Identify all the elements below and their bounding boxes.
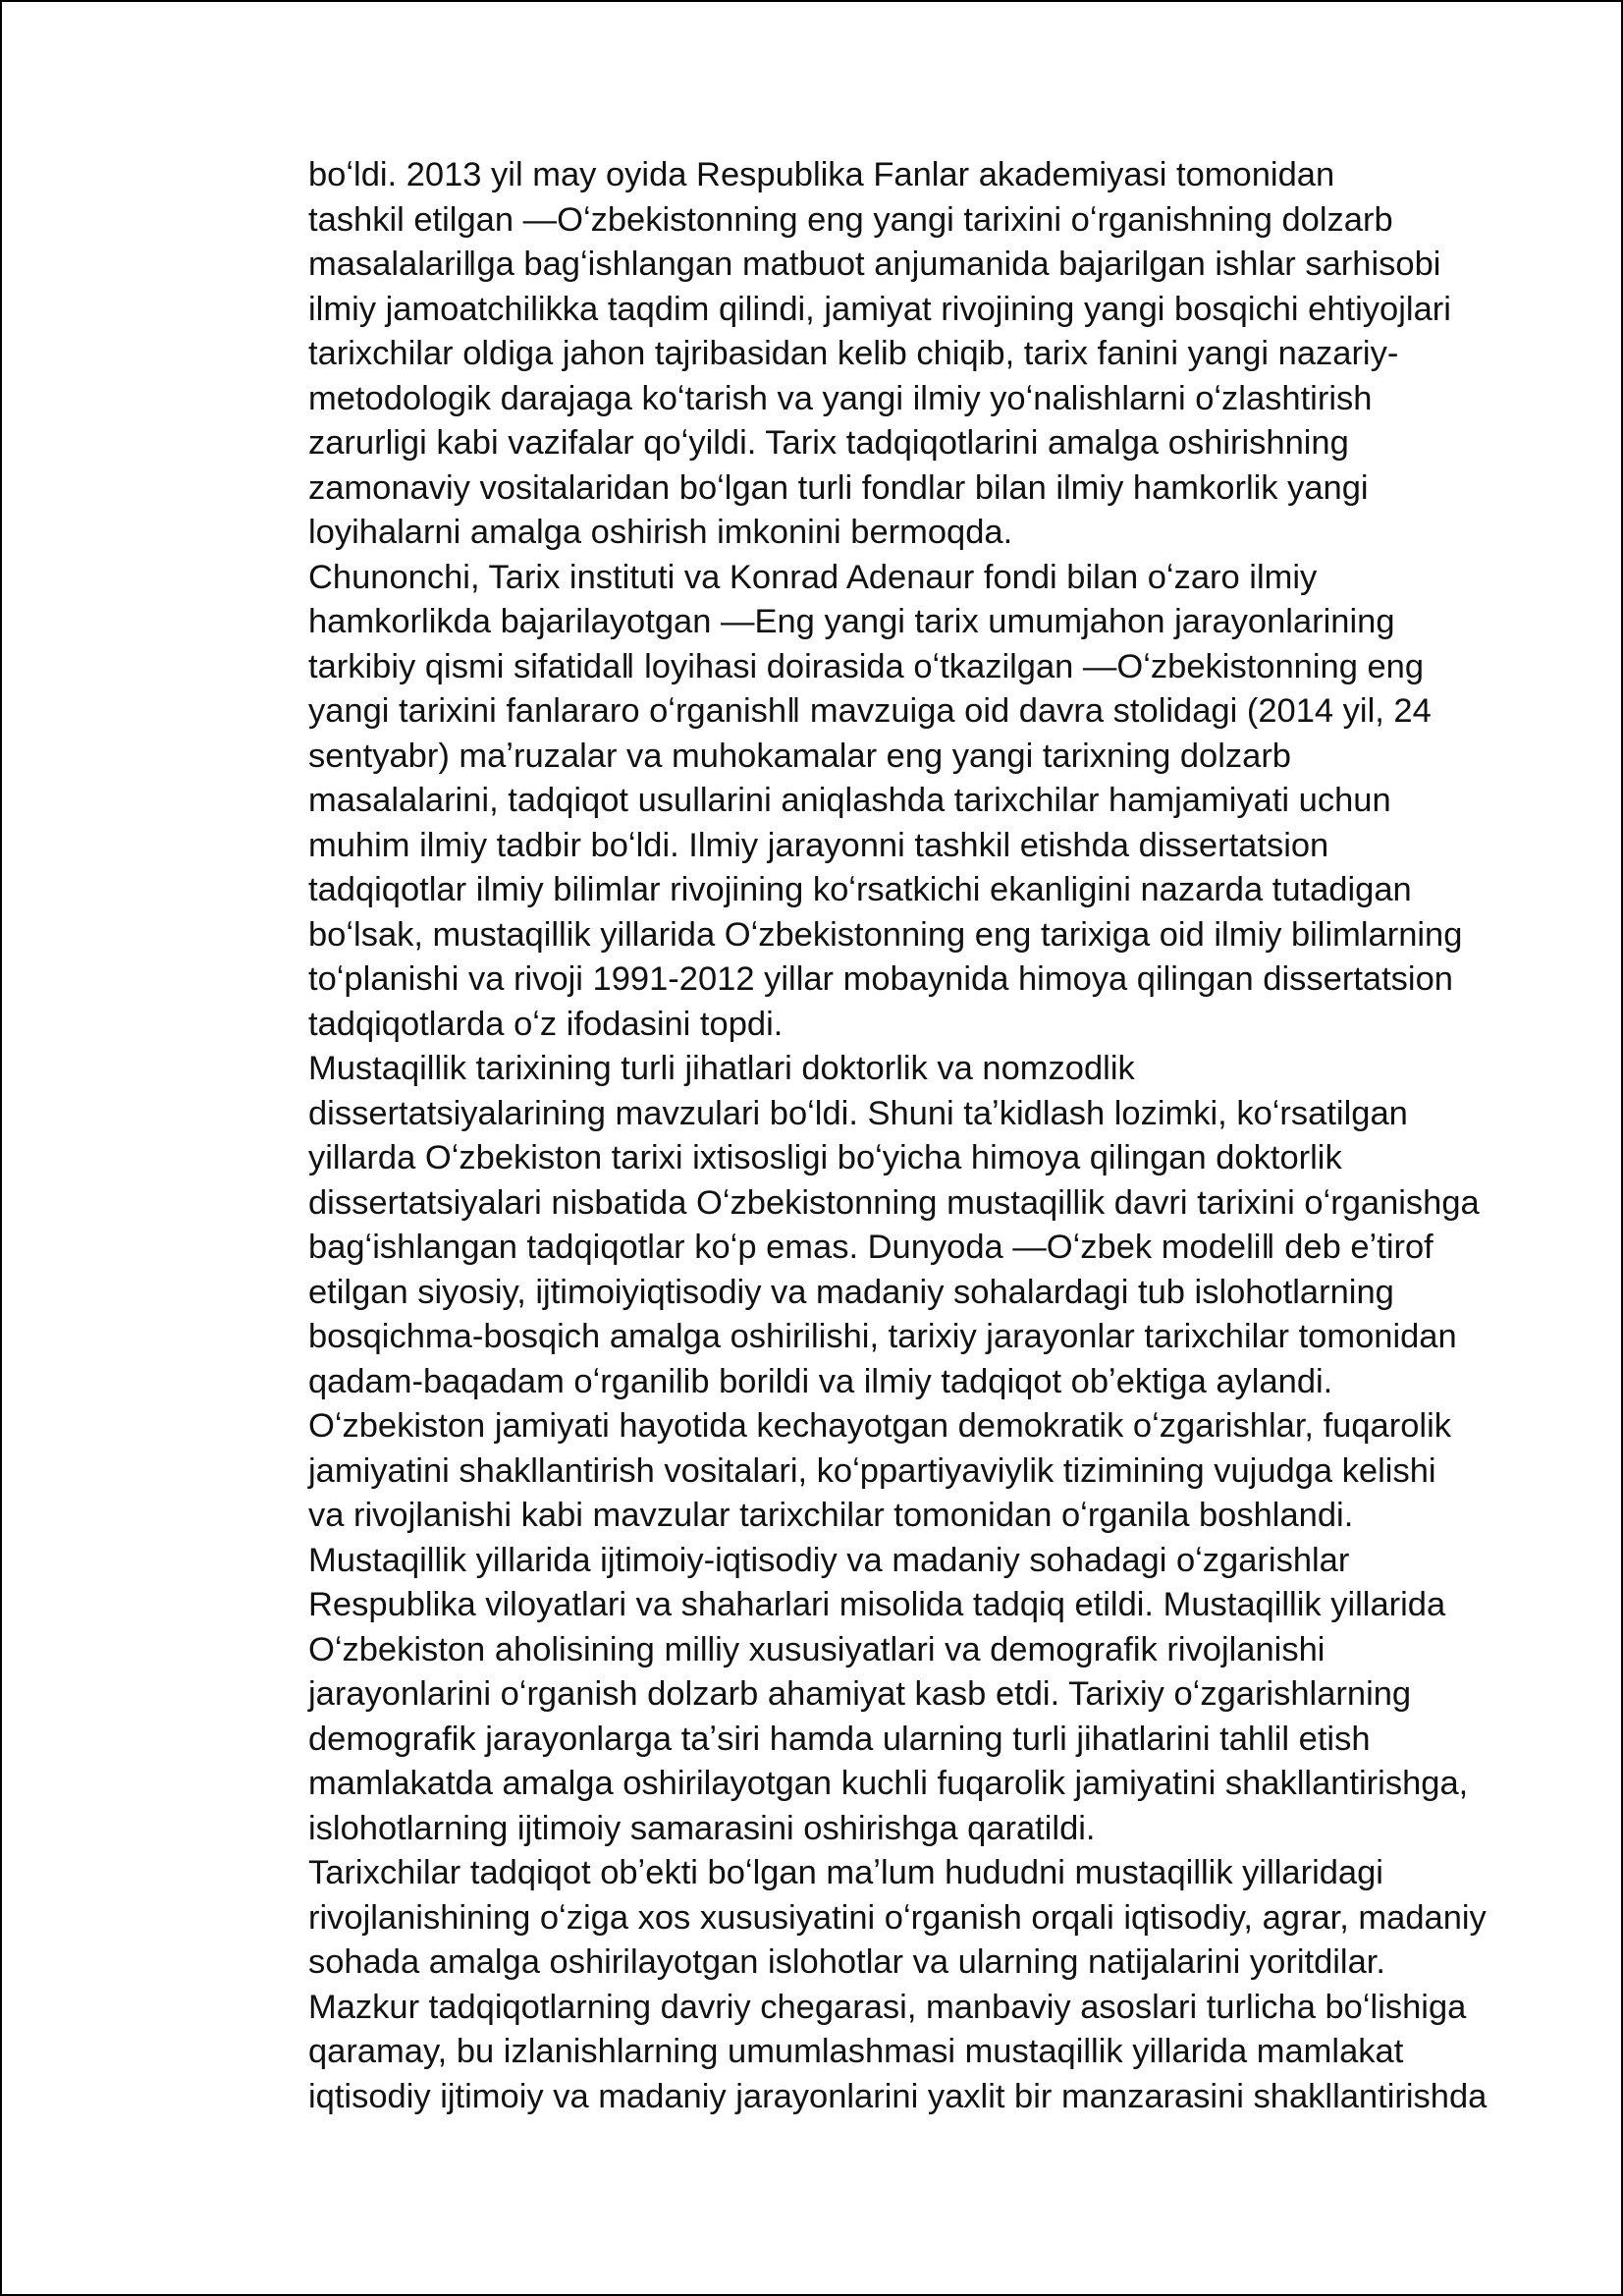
text-line: muhim ilmiy tadbir boʻldi. Ilmiy jarayonni tashkil etishda dissertatsion xyxy=(308,826,1329,864)
text-line: hamkorlikda bajarilayotgan ―Eng yangi tarix umumjahon jarayonlarining xyxy=(308,603,1395,640)
text-line: etilgan siyosiy, ijtimoiyiqtisodiy va madaniy sohalardagi tub islohotlarning xyxy=(308,1273,1394,1311)
paragraph-1 xyxy=(234,153,1510,556)
text-line: metodologik darajaga koʻtarish va yangi ilmiy yoʻnalishlarni oʻzlashtirish xyxy=(308,379,1373,417)
text-line: yangi tarixini fanlararo oʻrganish‖ mavzuiga oid davra stolidagi (2014 yil, 24 xyxy=(308,692,1432,730)
text-line: jarayonlarini oʻrganish dolzarb ahamiyat kasb etdi. Tarixiy oʻzgarishlarning xyxy=(308,1675,1412,1713)
text-line: tadqiqotlar ilmiy bilimlar rivojining koʻrsatkichi ekanligini nazarda tutadigan xyxy=(308,871,1412,908)
text-line: sentyabr) maʼruzalar va muhokamalar eng yangi tarixning dolzarb xyxy=(308,737,1291,775)
text-line: Oʻzbekiston aholisining milliy xususiyatlari va demografik rivojlanishi xyxy=(308,1630,1325,1668)
text-line: Tarixchilar tadqiqot obʼekti boʻlgan maʼlum hududni mustaqillik yillaridagi xyxy=(308,1854,1383,1891)
text-line: ilmiy jamoatchilikka taqdim qilindi, jamiyat rivojining yangi bosqichi ehtiyojlari xyxy=(308,290,1451,328)
paragraph-3 xyxy=(234,1047,1510,1851)
text-line: bosqichma-bosqich amalga oshirilishi, tarixiy jarayonlar tarixchilar tomonidan xyxy=(308,1318,1457,1355)
text-line: Oʻzbekiston jamiyati hayotida kechayotgan demokratik oʻzgarishlar, fuqarolik xyxy=(308,1407,1452,1445)
text-line: iqtisodiy ijtimoiy va madaniy jarayonlarini yaxlit bir manzarasini shakllantirishda xyxy=(308,2077,1488,2115)
text-line: dissertatsiyalarining mavzulari boʻldi. Shuni taʼkidlash lozimki, koʻrsatilgan xyxy=(308,1094,1408,1132)
text-line: Mustaqillik yillarida ijtimoiy-iqtisodiy va madaniy sohadagi oʻzgarishlar xyxy=(308,1541,1350,1579)
text-line: zarurligi kabi vazifalar qoʻyildi. Tarix tadqiqotlarini amalga oshirishning xyxy=(308,424,1349,462)
text-line: bagʻishlangan tadqiqotlar koʻp emas. Dunyoda ―Oʻzbek modeli‖ deb eʼtirof xyxy=(308,1229,1434,1266)
text-line: mamlakatda amalga oshirilayotgan kuchli fuqarolik jamiyatini shakllantirishga, xyxy=(308,1765,1469,1802)
text-line: masalalari‖ga bagʻishlangan matbuot anjumanida bajarilgan ishlar sarhisobi xyxy=(308,246,1441,283)
text-line: qadam-baqadam oʻrganilib borildi va ilmiy tadqiqot obʼektiga aylandi. xyxy=(308,1362,1333,1400)
text-line: Respublika viloyatlari va shaharlari misolida tadqiq etildi. Mustaqillik yillarida xyxy=(308,1586,1446,1623)
text-line: loyihalarni amalga oshirish imkonini bermoqda. xyxy=(308,514,1013,551)
text-line: tashkil etilgan ―Oʻzbekistonning eng yangi tarixini oʻrganishning dolzarb xyxy=(308,200,1393,239)
text-line: yillarda Oʻzbekiston tarixi ixtisosligi boʻyicha himoya qilingan doktorlik xyxy=(308,1139,1342,1176)
paragraph-4 xyxy=(234,1851,1510,2119)
text-line: boʻldi. 2013 yil may oyida Respublika Fanlar akademiyasi tomonidan xyxy=(308,156,1335,193)
paragraph-2 xyxy=(234,556,1510,1048)
text-line: rivojlanishining oʻziga xos xususiyatini oʻrganish orqali iqtisodiy, agrar, madaniy xyxy=(308,1898,1487,1937)
text-line: boʻlsak, mustaqillik yillarida Oʻzbekistonning eng tarixiga oid ilmiy bilimlarning xyxy=(308,915,1463,954)
document-body xyxy=(234,153,1510,2119)
text-line: Mustaqillik tarixining turli jihatlari doktorlik va nomzodlik xyxy=(308,1050,1135,1087)
text-line: sohada amalga oshirilayotgan islohotlar va ularning natijalarini yoritdilar. xyxy=(308,1943,1385,1981)
text-line: tarixchilar oldiga jahon tajribasidan kelib chiqib, tarix fanini yangi nazariy- xyxy=(308,335,1399,372)
text-line: tarkibiy qismi sifatida‖ loyihasi doirasida oʻtkazilgan ―Oʻzbekistonning eng xyxy=(308,647,1425,685)
text-line: qaramay, bu izlanishlarning umumlashmasi mustaqillik yillarida mamlakat xyxy=(308,2033,1404,2070)
text-line: tadqiqotlarda oʻz ifodasini topdi. xyxy=(308,1005,784,1043)
text-line: masalalarini, tadqiqot usullarini aniqlashda tarixchilar hamjamiyati uchun xyxy=(308,782,1391,819)
text-line: Chunonchi, Tarix instituti va Konrad Adenaur fondi bilan oʻzaro ilmiy xyxy=(308,558,1318,596)
text-line: dissertatsiyalari nisbatida Oʻzbekistonning mustaqillik davri tarixini oʻrganishga xyxy=(308,1183,1480,1222)
text-line: toʻplanishi va rivoji 1991-2012 yillar mobaynida himoya qilingan dissertatsion xyxy=(308,960,1453,998)
text-line: va rivojlanishi kabi mavzular tarixchilar tomonidan oʻrganila boshlandi. xyxy=(308,1497,1354,1534)
text-line: Mazkur tadqiqotlarning davriy chegarasi, manbaviy asoslari turlicha boʻlishiga xyxy=(308,1988,1467,2026)
text-line: demografik jarayonlarga taʼsiri hamda ularning turli jihatlarini tahlil etish xyxy=(308,1720,1371,1758)
text-line: islohotlarning ijtimoiy samarasini oshirishga qaratildi. xyxy=(308,1809,1096,1847)
text-line: zamonaviy vositalaridan boʻlgan turli fondlar bilan ilmiy hamkorlik yangi xyxy=(308,468,1369,507)
text-line: jamiyatini shakllantirish vositalari, koʻppartiyaviylik tizimining vujudga kelishi xyxy=(308,1451,1436,1490)
